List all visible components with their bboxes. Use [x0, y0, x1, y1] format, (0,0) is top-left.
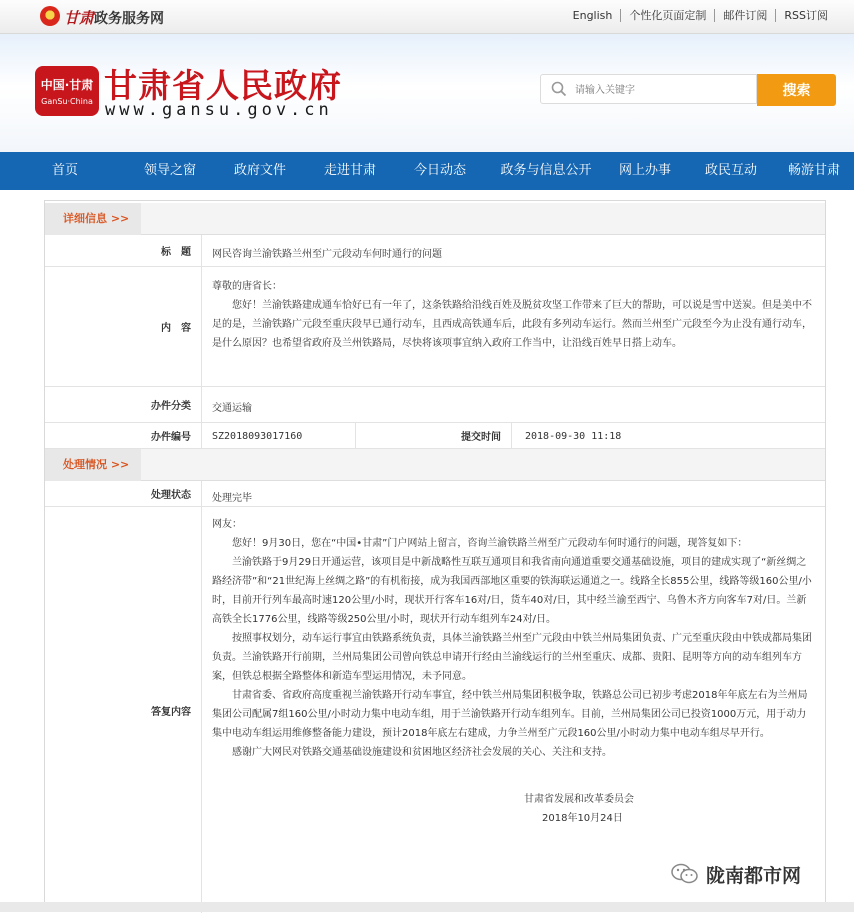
watermark-text: 陇南都市网 [706, 864, 802, 887]
customize-page-link[interactable]: 个性化页面定制 [620, 9, 714, 22]
reply-label: 答复内容 [45, 507, 202, 913]
site-logo-text: 甘肃 [64, 9, 95, 27]
title-value: 网民咨询兰渝铁路兰州至广元段动车何时通行的问题 [212, 249, 442, 260]
wechat-icon [670, 862, 700, 886]
site-header [0, 34, 854, 152]
number-label: 办件编号 [45, 423, 202, 448]
nav-tour-gansu[interactable]: 畅游甘肃 [787, 163, 840, 178]
handling-section-label: 处理情况 >> [45, 449, 141, 481]
status-row [45, 481, 825, 507]
top-bar [0, 0, 854, 34]
reply-paragraph-3: 按照事权划分，动车运行事宜由铁路系统负责，具体兰渝铁路兰州至广元段由中铁兰州局集团负责、广元至重庆段由中铁成都局集团负责。兰渝铁路开行前期，兰州局集团公司曾向铁总申请开行经由兰渝线运行的兰州至重庆、成都、贵阳、昆明等方向的动车组列车方案，但铁总根据全路整体和新造车型运用情况，未予同意。 [212, 633, 812, 682]
reply-signature-org: 甘肃省发展和改革委员会 [524, 794, 634, 805]
nav-gov-documents[interactable]: 政府文件 [233, 163, 286, 178]
status-label: 处理状态 [45, 481, 202, 506]
nav-interaction[interactable]: 政民互动 [704, 163, 757, 178]
government-title[interactable]: 甘肃省人民政府 [104, 66, 342, 105]
content-greeting: 尊敬的唐省长： [212, 281, 282, 292]
content-text [212, 277, 812, 353]
detail-section-label: 详细信息 >> [45, 203, 141, 235]
content-panel [44, 200, 826, 912]
content-label: 内 容 [45, 267, 202, 386]
nav-home[interactable]: 首页 [51, 163, 78, 178]
content-body: 您好！兰渝铁路建成通车恰好已有一年了，这条铁路给沿线百姓及脱贫攻坚工作带来了巨大的帮助，可以说是雪中送炭。但是美中不足的是，兰渝铁路广元段至重庆段早已通行动车，且西成高铁通车后，此段有多列动车运行。然而兰州至广元段至今为止没有通行动车，是什么原因？也希望省政府及兰州铁路局，尽快将该项事宜纳入政府工作当中，让沿线百姓早日搭上动车。 [212, 300, 812, 349]
reply-text [212, 515, 812, 828]
rss-subscribe-link[interactable]: RSS订阅 [775, 9, 836, 22]
logo-badge-line2: GanSu·China [41, 97, 93, 106]
bottom-strip [0, 902, 854, 912]
site-name-text: 政务服务网 [94, 11, 165, 27]
status-value: 处理完毕 [212, 493, 252, 504]
reply-paragraph-4: 甘肃省委、省政府高度重视兰渝铁路开行动车事宜，经中铁兰州局集团积极争取，铁路总公司已初步考虑2018年年底左右为兰州局集团公司配属7组160公里/小时动力集中电动车组，用于兰渝铁路开行动车组列车。目前，兰州局集团公司已投资1000万元，用于动力集中电动车组运用维修整备能力建设，预计2018年底左右建成，力争兰州至广元段160公里/小时动力集中电动车组尽早开行。 [212, 690, 808, 739]
category-row [45, 387, 825, 423]
content-row [45, 267, 825, 387]
email-subscribe-link[interactable]: 邮件订阅 [714, 9, 775, 22]
nav-online-services[interactable]: 网上办事 [618, 163, 671, 178]
reply-paragraph-5: 感谢广大网民对铁路交通基础设施建设和贫困地区经济社会发展的关心、关注和支持。 [232, 747, 612, 758]
reply-signature-date: 2018年10月24日 [542, 813, 623, 824]
title-label: 标 题 [45, 235, 202, 266]
search-box [540, 74, 757, 104]
submit-time-label: 提交时间 [355, 423, 512, 448]
title-row [45, 235, 825, 267]
site-url: www.gansu.gov.cn [105, 100, 333, 120]
gansu-china-logo[interactable] [35, 66, 99, 116]
nav-public-info[interactable]: 政务与信息公开 [500, 163, 592, 178]
number-row [45, 423, 825, 449]
reply-paragraph-2: 兰渝铁路于9月29日开通运营，该项目是中新战略性互联互通项目和我省南向通道重要交通基础设施，项目的建成实现了“新丝绸之路经济带”和“21世纪海上丝绸之路”的有机衔接，成为我国西部地区重要的铁海联运通道之一。线路全长855公里，线路等级160公里/小时，目前开行列车最高时速120公里/小时，现状开行客车16对/日，货车40对/日，其中经兰渝至西宁、乌鲁木齐方向客车7对/日。兰新高铁全长1776公里，线路等级250公里/小时，现状开行动车组列车24对/日。 [212, 557, 812, 625]
number-value: SZ2018093017160 [212, 431, 303, 442]
reply-greeting: 网友： [212, 519, 242, 530]
reply-row [45, 507, 825, 913]
detail-section-header [45, 203, 825, 235]
main-nav [0, 152, 854, 190]
nav-today-news[interactable]: 今日动态 [413, 163, 466, 178]
nav-leaders[interactable]: 领导之窗 [143, 163, 196, 178]
handling-section-header [45, 449, 825, 481]
search-input[interactable] [575, 81, 750, 99]
category-label: 办件分类 [45, 387, 202, 422]
national-emblem-icon [40, 6, 60, 26]
search-icon [551, 81, 567, 97]
watermark [670, 859, 801, 889]
submit-time-value: 2018-09-30 11:18 [525, 431, 622, 442]
logo-badge-line1: 中国·甘肃 [40, 78, 94, 92]
nav-about-gansu[interactable]: 走进甘肃 [323, 163, 376, 178]
top-links [565, 9, 836, 22]
site-name[interactable] [64, 7, 164, 28]
category-value: 交通运输 [212, 403, 252, 414]
english-link[interactable]: English [572, 9, 613, 22]
search-button[interactable]: 搜索 [757, 74, 836, 106]
reply-paragraph-1: 您好！9月30日，您在“中国•甘肃”门户网站上留言，咨询兰渝铁路兰州至广元段动车何时通行的问题，现答复如下： [232, 538, 748, 549]
